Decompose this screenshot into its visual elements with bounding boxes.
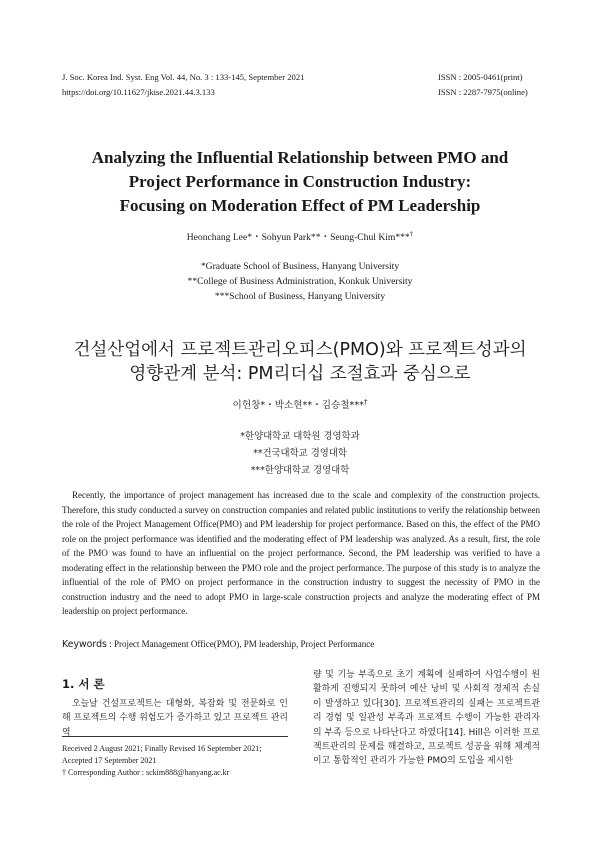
affiliation-en-2: **College of Business Administration, Konkuk University xyxy=(187,276,413,287)
affiliation-en-1: *Graduate School of Business, Hanyang University xyxy=(200,261,400,272)
doi-link[interactable]: https://doi.org/10.11627/jkise.2021.44.3.133 xyxy=(62,86,215,97)
intro-right-column: 량 및 기능 부족으로 초기 계획에 실패하여 사업수행이 원활하게 진행되지 못하여 예산 낭비 및 사회적 경제적 손실이 발생하고 있다[30]. 프로젝트관리의 실패는 프로젝트관리 경험 및 일관성 부족과 프로젝트 수행이 가능한 관리자의 부족 등으로 나타난다고 하였다[14]. Hill은 이러한 프로젝트관리의 문제를 해결하고, 프로젝트 성공을 위해 체계적이고 통합적인 관리가 가능한 PMO의 도입을 제시한 xyxy=(313,670,540,767)
affiliation-ko-2: **건국대학교 경영대학 xyxy=(253,448,347,459)
affiliation-ko-3: ***한양대학교 경영대학 xyxy=(250,465,350,476)
issn-print: ISSN : 2005-0461(print) xyxy=(438,72,523,82)
title-ko-line-1: 건설산업에서 프로젝트관리오피스(PMO)와 프로젝트성과의 xyxy=(73,340,527,360)
affiliations-english xyxy=(0,259,600,304)
abstract: Recently, the importance of project management has increased due to the scale and complexity of the construction projects. Therefore, this study conducted a survey on construction companies and related public institutions to verify the relationship between the role of the Project Management Office(PMO) and PM leadership for project performance. Based on this, the effect of the PMO role on the project performance was identified and the moderating effect of PM leadership was analyzed. As a result, first, the role of the PMO was found to have an influential on the project performance. Second, the PM leadership was verified to have a moderating effect in the relationship between the PMO role and the project performance. The purpose of this study is to analyze the influential of the role of PMO on project performance in the construction industry to suggest the necessity of PMO in the construction industry and the need to adopt PMO in large-scale construction projects and analyze the moderating effect of PM leadership on project performance. xyxy=(62,490,540,616)
authors-korean xyxy=(0,397,600,411)
corresponding-author-email[interactable]: Corresponding Author : sckim888@hanyang.ac.kr xyxy=(66,768,230,777)
issn-online: ISSN : 2287-7975(online) xyxy=(438,86,528,97)
title-ko-line-2: 영향관계 분석: PM리더십 조절효과 중심으로 xyxy=(129,364,471,384)
corresponding-author xyxy=(62,767,302,779)
author-names-en: Heonchang Lee*・Sohyun Park**・Seung-Chul Kim*** xyxy=(186,232,410,243)
received-dates: Received 2 August 2021; Finally Revised 16 September 2021; xyxy=(62,744,262,753)
affiliations-korean xyxy=(0,428,600,479)
keywords xyxy=(62,639,540,650)
journal-header xyxy=(62,70,304,99)
author-names-ko: 이헌창*・박소현**・김승철*** xyxy=(232,400,364,411)
title-en-line-3: Focusing on Moderation Effect of PM Leadership xyxy=(119,196,481,215)
section-heading-introduction: 1. 서 론 xyxy=(62,677,105,691)
footnote-divider xyxy=(62,736,288,737)
paper-title-english xyxy=(40,146,560,218)
title-en-line-1: Analyzing the Influential Relationship between PMO and xyxy=(91,148,509,167)
issn-block xyxy=(438,70,528,99)
affiliation-en-3: ***School of Business, Hanyang University xyxy=(214,291,386,302)
keywords-text: : Project Management Office(PMO), PM leadership, Project Performance xyxy=(106,639,375,649)
footnotes xyxy=(62,743,302,779)
accepted-date: Accepted 17 September 2021 xyxy=(62,756,157,765)
title-en-line-2: Project Performance in Construction Industry: xyxy=(128,172,472,191)
corresponding-dagger-en: † xyxy=(409,229,414,238)
keywords-label: Keywords xyxy=(62,639,107,650)
affiliation-ko-1: *한양대학교 대학원 경영학과 xyxy=(240,431,360,442)
corresponding-dagger-ko: † xyxy=(363,397,368,406)
dagger-symbol: † xyxy=(62,768,66,777)
journal-citation: J. Soc. Korea Ind. Syst. Eng Vol. 44, No. 3 : 133-145, September 2021 xyxy=(62,72,305,82)
paper-title-korean xyxy=(40,338,560,386)
authors-english xyxy=(0,229,600,243)
intro-left-column: 오늘날 건설프로젝트는 대형화, 복잡화 및 전문화로 인해 프로젝트의 수행 위험도가 증가하고 있고 프로젝트 관리역 xyxy=(62,699,288,738)
